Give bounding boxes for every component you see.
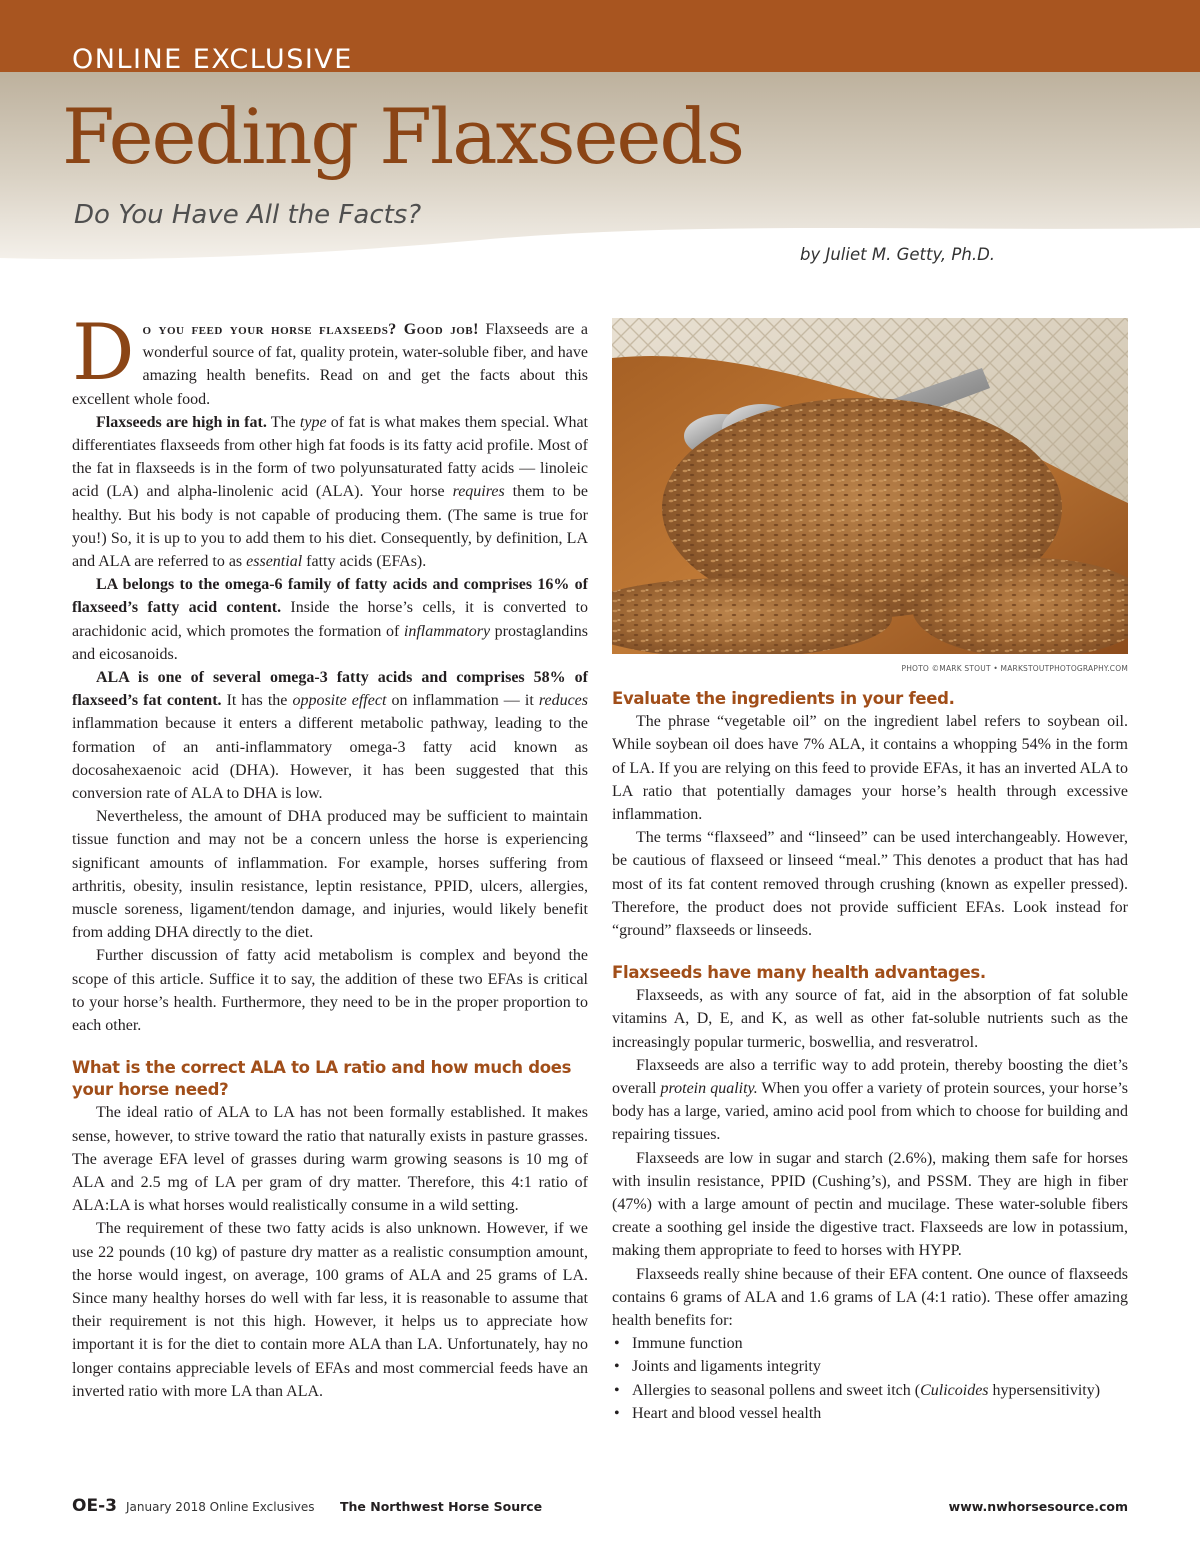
heading-health-advantages: Flaxseeds have many health advantages. (612, 963, 986, 983)
paragraph-high-fat: Flaxseeds are high in fat. The type of fat is what makes them special. What differentiates flaxseeds from other high fat foods is its fatty acid profile. Most of the fat in flaxseeds is in the form of two polyunsaturated fatty acids — linoleic acid (LA) and alpha-linolenic acid (ALA). Your horse requires them to be healthy. But his body is not capable of producing them. (The same is true for you!) So, it is up to you to add them to his diet. Consequently, by definition, LA and ALA are referred to as essential fatty acids (EFAs). (72, 413, 588, 571)
article-header (0, 0, 1200, 300)
paragraph-omega3: ALA is one of several omega-3 fatty acids and comprises 58% of flaxseed’s fat content. It has the opposite effect on inflammation — it reduces inflammation because it enters a different metabolic pathway, leading to the formation of an anti-inflammatory omega-3 fatty acid known as docosahexaenoic acid (DHA). However, it has been suggested that this conversion rate of ALA to DHA is low. (72, 669, 589, 803)
left-column (72, 308, 589, 1403)
byline: by Juliet M. Getty, Ph.D. (800, 245, 996, 264)
website-link[interactable]: www.nwhorsesource.com (948, 1499, 1128, 1514)
list-item: • Joints and ligaments integrity (614, 1358, 821, 1376)
drop-cap: D (72, 308, 135, 398)
intro-lead: o you feed your horse flaxseeds? Good job! (142, 321, 479, 338)
paragraph-protein: Flaxseeds are also a terrific way to add protein, thereby boosting the diet’s overall protein quality. When you offer a variety of protein sources, your horse’s body has a large, varied, amino acid pool from which to choose for building and repairing tissues. (612, 1056, 1129, 1144)
paragraph-requirement: The requirement of these two fatty acids is also unknown. However, if we use 22 pounds (10 kg) of pasture dry matter as a realistic consumption amount, the horse would ingest, on average, 100 grams of ALA and 25 grams of LA. Since many healthy horses do well with far less, it is reasonable to assume that their requirement is not this high. However, it helps us to appreciate how important it is for the diet to contain more ALA than LA. Unfortunately, hay no longer contains appreciable levels of EFAs and most commercial feeds have an inverted ratio with more LA than ALA. (72, 1220, 588, 1400)
article-subtitle: Do You Have All the Facts? (74, 200, 422, 230)
list-item: • Immune function (614, 1335, 743, 1353)
publication-name: The Northwest Horse Source (340, 1499, 543, 1514)
intro-paragraph: Do you feed your horse flaxseeds? Good job! Flaxseeds are a wonderful source of fat, quality protein, water-soluble fiber, and have amazing health benefits. Read on and get the facts about this excellent whole food. (72, 308, 588, 408)
paragraph-omega6: LA belongs to the omega-6 family of fatty acids and comprises 16% of flaxseed’s fatty acid content. Inside the horse’s cells, it is converted to arachidonic acid, which promotes the formation of inflammatory prostaglandins and eicosanoids. (72, 576, 588, 663)
article-title: Feeding Flaxseeds (62, 92, 744, 181)
paragraph-flax-linseed: The terms “flaxseed” and “linseed” can be used interchangeably. However, be cautious of flaxseed or linseed “meal.” This denotes a product that has had most of its fat content removed through crushing (known as expeller pressed). Therefore, the product does not provide sufficient EFAs. Look instead for “ground” flaxseeds or linseeds. (612, 829, 1128, 940)
heading-ratio: What is the correct ALA to LA ratio and how much does your horse need? (72, 1058, 572, 1100)
flaxseed-photo (612, 318, 1128, 654)
paragraph-metabolism: Further discussion of fatty acid metabolism is complex and beyond the scope of this article. Suffice it to say, the addition of these two EFAs is critical to your horse’s health. Furthermore, they need to be in the proper proportion to each other. (72, 947, 588, 1035)
online-exclusive-kicker: ONLINE EXCLUSIVE (72, 44, 353, 75)
paragraph-efa-content: Flaxseeds really shine because of their EFA content. One ounce of flaxseeds contains 6 grams of ALA and 1.6 grams of LA (4:1 ratio). These offer amazing health benefits for: (612, 1265, 1128, 1330)
right-column (612, 318, 1128, 1425)
list-item: • Allergies to seasonal pollens and sweet itch (Culicoides hypersensitivity) (614, 1381, 1101, 1399)
page-number: OE-3 (72, 1496, 117, 1516)
issue-label: January 2018 Online Exclusives (126, 1500, 315, 1514)
page-footer (72, 1496, 1128, 1520)
paragraph-ideal-ratio: The ideal ratio of ALA to LA has not been formally established. It makes sense, however, to strive toward the ratio that naturally exists in pasture grasses. The average EFA level of grasses during warm growing seasons is 10 mg of ALA and 2.5 mg of LA per gram of dry matter. Therefore, this 4:1 ratio of ALA:LA is what horses would realistically consume in a wild setting. (72, 1104, 588, 1215)
heading-ingredients: Evaluate the ingredients in your feed. (612, 689, 955, 709)
photo-credit: PHOTO ©MARK STOUT • MARKSTOUTPHOTOGRAPHY.COM (901, 664, 1128, 673)
list-item: • Heart and blood vessel health (614, 1404, 822, 1422)
benefits-list (612, 1332, 1128, 1425)
paragraph-sugar-starch: Flaxseeds are low in sugar and starch (2.6%), making them safe for horses with insulin resistance, PPID (Cushing’s), and PSSM. They are high in fiber (47%) with a large amount of pectin and mucilage. These water-soluble fibers create a soothing gel inside the digestive tract. Flaxseeds are low in potassium, making them appropriate to feed to horses with HYPP. (612, 1149, 1128, 1260)
paragraph-dha: Nevertheless, the amount of DHA produced may be sufficient to maintain tissue function and may not be a concern unless the horse is experiencing significant amounts of inflammation. For example, horses suffering from arthritis, obesity, insulin resistance, leptin resistance, PPID, ulcers, allergies, muscle soreness, ligament/tendon damage, and injuries, would likely benefit from adding DHA directly to the diet. (72, 808, 588, 942)
paragraph-absorption: Flaxseeds, as with any source of fat, aid in the absorption of fat soluble vitamins A, D, E, and K, as well as other fat-soluble nutrients such as the increasingly popular turmeric, boswellia, and resveratrol. (612, 987, 1128, 1051)
measuring-spoons-image (612, 318, 1128, 654)
paragraph-vegetable-oil: The phrase “vegetable oil” on the ingredient label refers to soybean oil. While soybean oil does have 7% ALA, it contains a whopping 54% in the form of LA. If you are relying on this feed to provide EFAs, it has an inverted ALA to LA ratio that potentially damages your horse’s health through excessive inflammation. (612, 713, 1128, 824)
